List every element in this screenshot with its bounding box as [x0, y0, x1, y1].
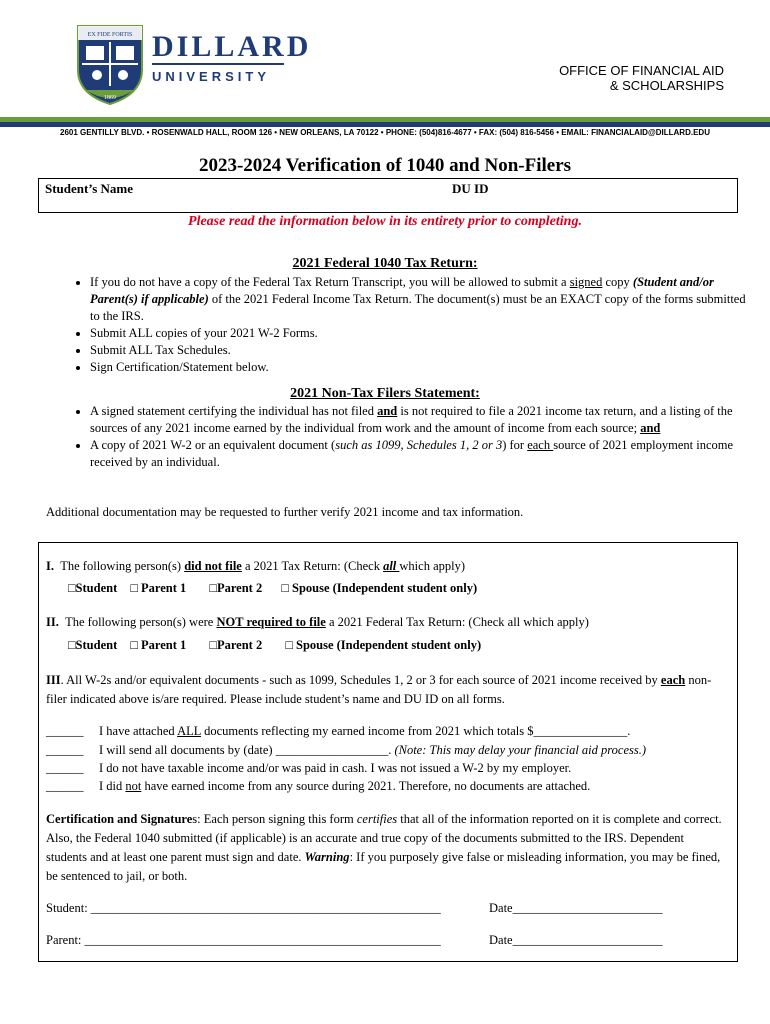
list-item: • Submit ALL Tax Schedules. — [90, 342, 750, 359]
header-navy-bar — [0, 122, 770, 127]
checkbox-student[interactable]: □Student — [68, 638, 118, 652]
student-signature-line[interactable]: Student: ________________________________________________________ — [46, 901, 441, 915]
checkbox-spouse[interactable]: □ Spouse (Independent student only) — [281, 581, 478, 595]
additional-docs-note: Additional documentation may be requested to further verify 2021 income and tax information. — [46, 505, 524, 519]
checkbox-spouse[interactable]: □ Spouse (Independent student only) — [285, 638, 482, 652]
certification-paragraph: Certification and Signatures: Each person signing this form certifies that all of the information reported on it is complete and correct. Also, the Federal 1040 submitted (if applicable) is an accurate and true copy of the documents submitted to the IRS. Dependent students and at least one parent must sign and date. Warning: If you purposely give false or misleading information, you may be fined, be sentenced to jail, or both. — [46, 812, 722, 883]
question-1: I. The following person(s) did not file a 2021 Tax Return: (Check all which apply) — [46, 559, 466, 573]
non-tax-list — [58, 403, 750, 471]
question-1-options — [68, 581, 487, 596]
checkbox-parent-2[interactable]: □Parent 2 — [209, 638, 263, 652]
office-name — [559, 63, 724, 93]
instruction-notice: Please read the information below in its entirety prior to completing. — [188, 214, 582, 229]
checkbox-parent-2[interactable]: □Parent 2 — [209, 581, 263, 595]
university-wordmark: DILLARD — [152, 30, 312, 63]
list-item: • Sign Certification/Statement below. — [90, 359, 750, 376]
non-tax-filers-heading: 2021 Non-Tax Filers Statement: — [290, 386, 480, 401]
seal-year: 1869 — [104, 95, 116, 101]
seal-motto: EX FIDE FORTIS — [87, 32, 133, 38]
office-address: 2601 GENTILLY BLVD. • ROSENWALD HALL, ROOM 126 • NEW ORLEANS, LA 70122 • PHONE: (504)816-4677 • FAX: (504) 816-5456 • EMAIL: FINANCIALAID@DILLARD.EDU — [60, 128, 710, 137]
office-line-1: OFFICE OF FINANCIAL AID — [559, 63, 724, 78]
university-subtitle: UNIVERSITY — [152, 69, 271, 84]
question-2-options — [68, 638, 491, 653]
list-item: • Submit ALL copies of your 2021 W-2 Forms. — [90, 325, 750, 342]
wordmark-divider — [152, 63, 284, 65]
list-item: • A copy of 2021 W-2 or an equivalent document (such as 1099, Schedules 1, 2 or 3) for each source of 2021 employment income received by an individual. — [90, 437, 750, 471]
list-item: • A signed statement certifying the individual has not filed and is not required to file a 2021 income tax return, and a listing of the sources of any 2021 income earned by the individual from work and the amount of income from each source; and — [90, 403, 750, 437]
federal-1040-heading: 2021 Federal 1040 Tax Return: — [292, 256, 478, 271]
attestation-3[interactable]: ______ I do not have taxable income and/or was paid in cash. I was not issued a W-2 by my employer. — [46, 761, 572, 775]
federal-1040-list — [58, 274, 750, 376]
attestation-4[interactable]: ______ I did not have earned income from any source during 2021. Therefore, no documents are attached. — [46, 779, 591, 793]
list-item: • If you do not have a copy of the Federal Tax Return Transcript, you will be allowed to submit a signed copy (Student and/or Parent(s) if applicable) of the 2021 Federal Income Tax Return. The document(s) must be an EXACT copy of the forms submitted to the IRS. — [90, 274, 750, 325]
checkbox-parent-1[interactable]: □ Parent 1 — [130, 581, 187, 595]
checkbox-student[interactable]: □Student — [68, 581, 118, 595]
parent-signature-line[interactable]: Parent: _________________________________________________________ — [46, 933, 441, 947]
question-2: II. The following person(s) were NOT required to file a 2021 Federal Tax Return: (Check all which apply) — [46, 615, 589, 629]
question-3: III. All W-2s and/or equivalent documents - such as 1099, Schedules 1, 2 or 3 for each source of 2021 income received by each non-filer indicated above is/are required. Please include student’s name and DU ID on all forms. — [46, 673, 712, 706]
office-line-2: & SCHOLARSHIPS — [609, 78, 724, 93]
page-title: 2023-2024 Verification of 1040 and Non-Filers — [198, 155, 572, 176]
checkbox-parent-1[interactable]: □ Parent 1 — [130, 638, 187, 652]
student-id-box[interactable] — [38, 178, 738, 213]
parent-date-line[interactable]: Date________________________ — [489, 933, 663, 947]
du-id-label: DU ID — [452, 181, 489, 196]
student-date-line[interactable]: Date________________________ — [489, 901, 663, 915]
student-name-label: Student’s Name — [45, 181, 133, 196]
attestation-1[interactable]: ______ I have attached ALL documents reflecting my earned income from 2021 which totals $_______________. — [46, 724, 631, 738]
university-seal-logo — [72, 20, 148, 106]
attestation-2[interactable]: ______ I will send all documents by (date) __________________. (Note: This may delay your financial aid process.) — [46, 743, 647, 757]
